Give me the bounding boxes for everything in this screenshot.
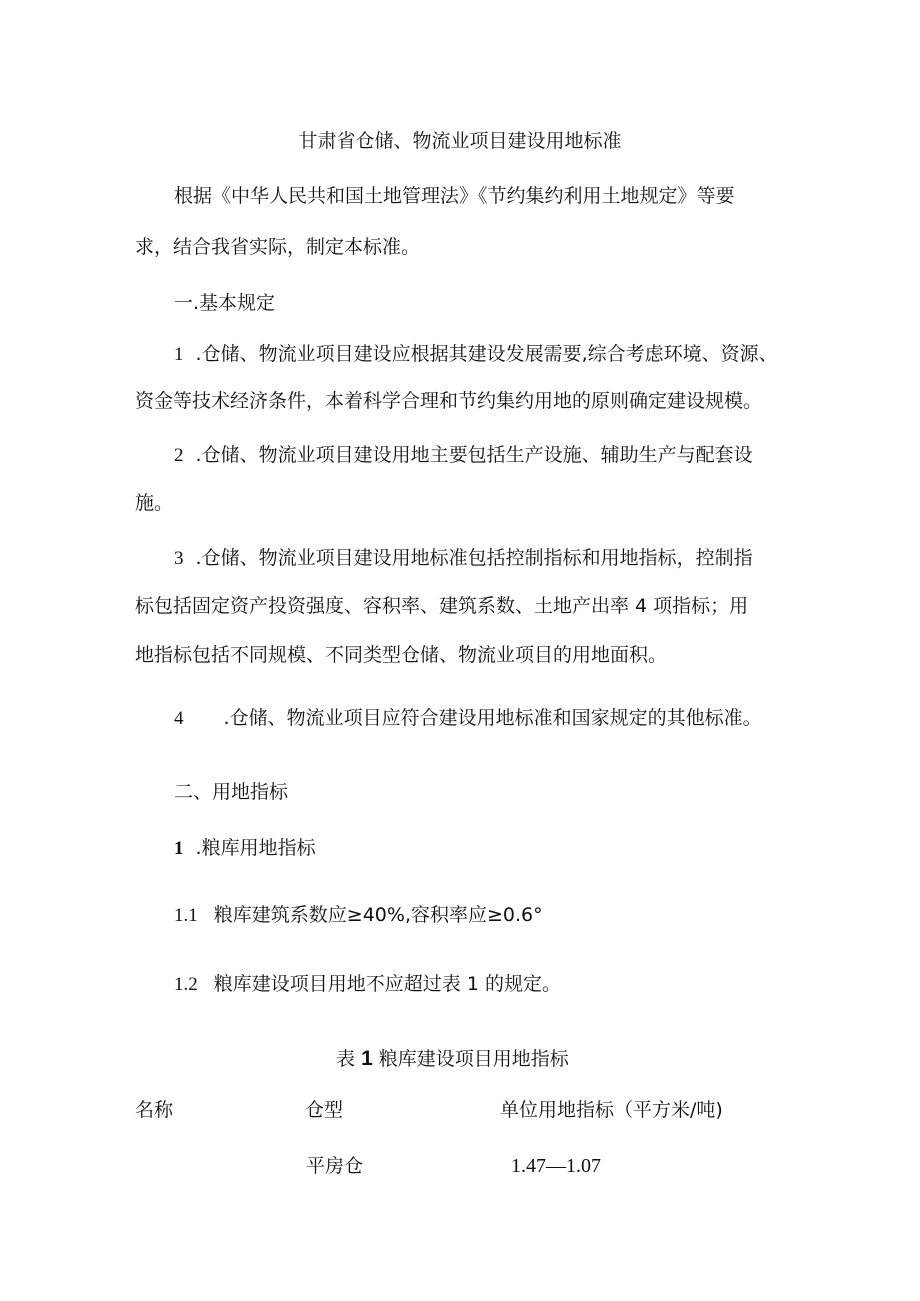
- table-cell-type: 平房仓: [306, 1155, 364, 1177]
- para-1-1-text: 粮库建筑系数应≥40%,容积率应≥0.6°: [213, 904, 543, 926]
- sub-1-text: .粮库用地指标: [195, 837, 316, 859]
- item-3-text: .仓储、物流业项目建设用地标准包括控制指标和用地指标，控制指: [195, 547, 753, 569]
- item-1-text: .仓储、物流业项目建设应根据其建设发展需要,综合考虑环境、资源、: [195, 343, 778, 365]
- sub-1-number: 1: [174, 838, 184, 859]
- para-1-1: [174, 903, 543, 928]
- para-1-2: [174, 972, 561, 997]
- item-2-number: 2: [174, 445, 184, 466]
- item-3-line-3: 地指标包括不同规模、不同类型仓储、物流业项目的用地面积。: [135, 644, 668, 666]
- section-heading-land: 二、用地指标: [174, 781, 289, 803]
- table-caption-prefix: 表: [336, 1048, 356, 1070]
- item-3-line-1: [174, 546, 753, 571]
- table-caption-number: 1: [361, 1047, 373, 1070]
- table-cell-value: 1.47—1.07: [511, 1155, 601, 1177]
- table-header-name: 名称: [135, 1099, 174, 1121]
- item-3-number: 3: [174, 548, 184, 569]
- table-header-index: 单位用地指标（平方米/吨): [500, 1099, 723, 1121]
- sub-1-heading: [174, 836, 316, 861]
- para-1-2-text: 粮库建设项目用地不应超过表 1 的规定。: [213, 973, 561, 995]
- section-heading-basic: 一.基本规定: [174, 292, 276, 314]
- intro-line-1: 根据《中华人民共和国土地管理法》《节约集约利用土地规定》等要: [174, 185, 735, 207]
- item-4-line: [174, 706, 762, 731]
- table-caption: [336, 1047, 569, 1071]
- item-2-line-2: 施。: [135, 492, 174, 514]
- item-4-text: .仓储、物流业项目应符合建设用地标准和国家规定的其他标准。: [223, 707, 762, 729]
- page-title: 甘肃省仓储、物流业项目建设用地标准: [298, 130, 622, 152]
- para-1-1-number: 1.1: [174, 905, 198, 926]
- table-header-type: 仓型: [305, 1099, 344, 1121]
- item-1-line-2: 资金等技术经济条件，本着科学合理和节约集约用地的原则确定建设规模。: [135, 390, 763, 412]
- item-1-line-1: [174, 342, 778, 367]
- item-2-line-1: [174, 443, 753, 468]
- table-caption-text: 粮库建设项目用地指标: [378, 1048, 569, 1070]
- item-2-text: .仓储、物流业项目建设用地主要包括生产设施、辅助生产与配套设: [195, 444, 753, 466]
- para-1-2-number: 1.2: [174, 974, 198, 995]
- item-1-number: 1: [174, 344, 184, 365]
- intro-line-2: 求，结合我省实际，制定本标准。: [135, 236, 421, 258]
- item-3-line-2: 标包括固定资产投资强度、容积率、建筑系数、土地产出率 4 项指标；用: [135, 595, 749, 617]
- item-4-number: 4: [174, 708, 184, 729]
